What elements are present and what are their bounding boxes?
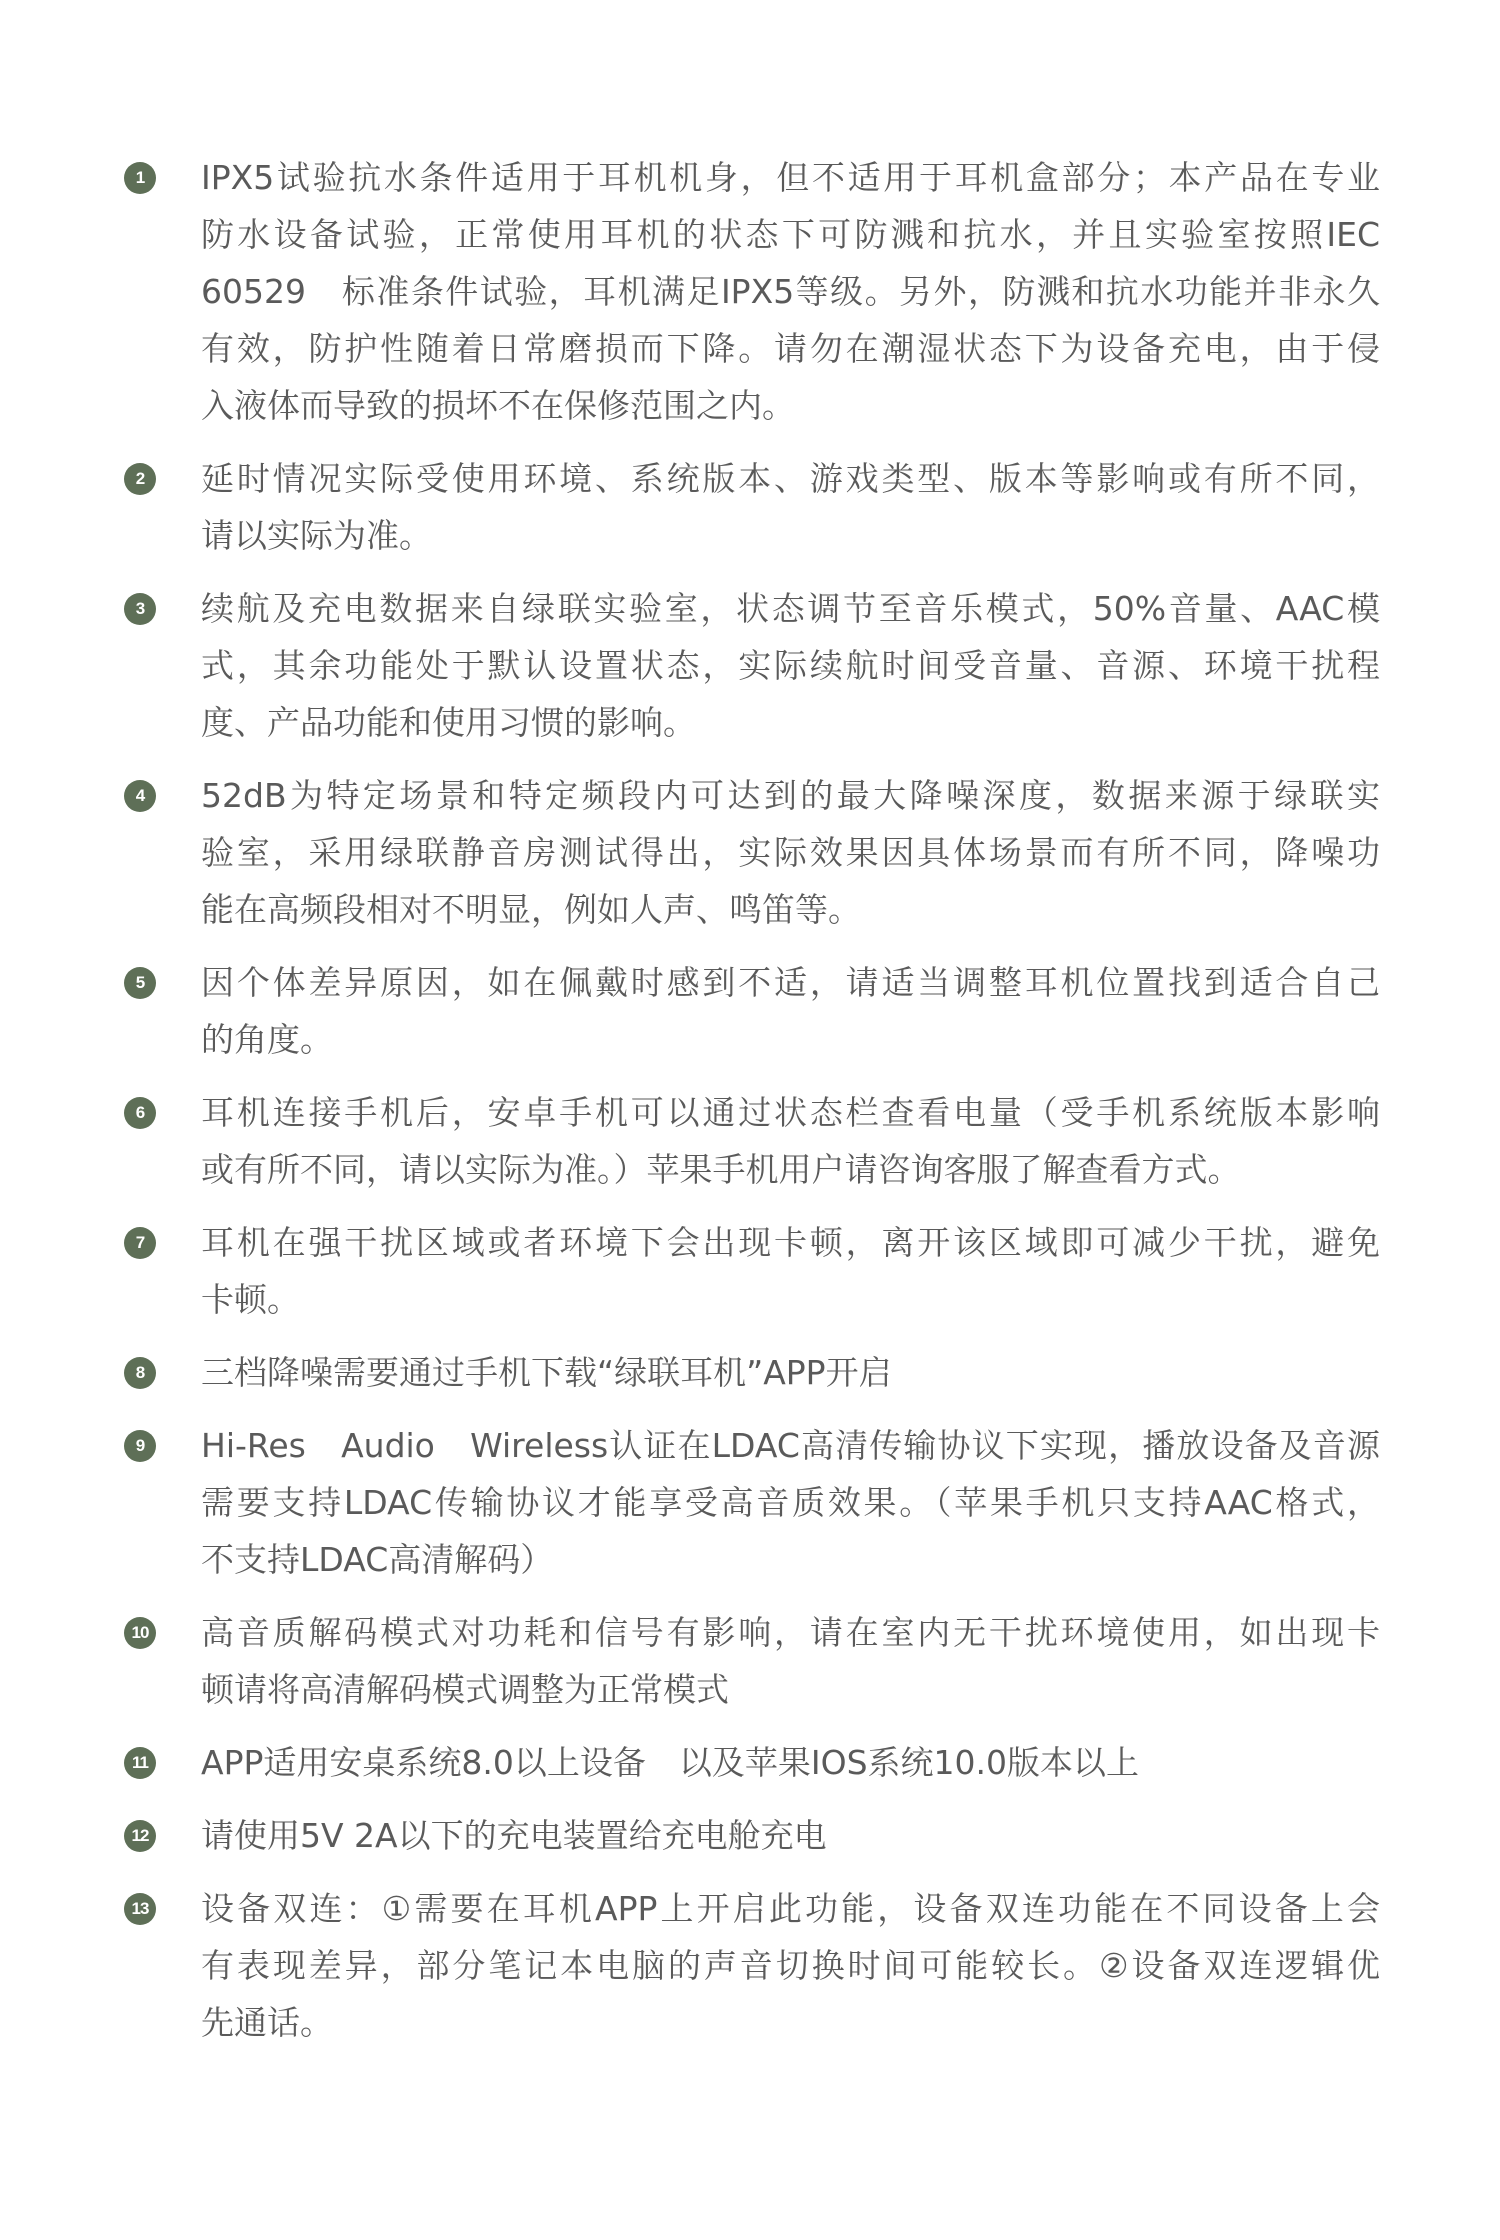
note-line: 不支持LDAC高清解码） (201, 1540, 554, 1579)
note-line: 入液体而导致的损坏不在保修范围之内。 (201, 386, 795, 425)
note-number-badge: 7 (124, 1227, 156, 1259)
note-line: 需要支持LDAC传输协议才能享受高音质效果。（苹果手机只支持AAC格式， (201, 1483, 1380, 1522)
note-line: 高音质解码模式对功耗和信号有影响，请在室内无干扰环境使用，如出现卡 (201, 1613, 1380, 1652)
note-line: IPX5试验抗水条件适用于耳机机身，但不适用于耳机盒部分；本产品在专业 (201, 158, 1380, 197)
note-item (124, 1417, 1380, 1588)
note-line: 先通话。 (201, 2003, 333, 2042)
note-text (201, 1807, 1380, 1864)
note-line: 有效，防护性随着日常磨损而下降。请勿在潮湿状态下为设备充电，由于侵 (201, 329, 1380, 368)
note-line: 因个体差异原因，如在佩戴时感到不适，请适当调整耳机位置找到适合自己 (201, 963, 1380, 1002)
note-number-badge: 4 (124, 780, 156, 812)
note-text (201, 1344, 1380, 1401)
note-text (201, 1880, 1380, 2051)
note-line: 续航及充电数据来自绿联实验室，状态调节至音乐模式，50%音量、AAC模 (201, 589, 1380, 628)
note-line: 式，其余功能处于默认设置状态，实际续航时间受音量、音源、环境干扰程 (201, 646, 1380, 685)
note-line: 耳机在强干扰区域或者环境下会出现卡顿，离开该区域即可减少干扰，避免 (201, 1223, 1380, 1262)
note-number-badge: 11 (124, 1747, 156, 1779)
note-item (124, 149, 1380, 434)
note-number-badge: 8 (124, 1357, 156, 1389)
note-number-badge: 2 (124, 463, 156, 495)
note-line: 验室，采用绿联静音房测试得出，实际效果因具体场景而有所不同，降噪功 (201, 833, 1380, 872)
note-line: 有表现差异，部分笔记本电脑的声音切换时间可能较长。②设备双连逻辑优 (201, 1946, 1380, 1985)
note-text (201, 1604, 1380, 1718)
note-line: 耳机连接手机后，安卓手机可以通过状态栏查看电量（受手机系统版本影响 (201, 1093, 1380, 1132)
note-number-badge: 12 (124, 1820, 156, 1852)
note-text (201, 1214, 1380, 1328)
note-line: 度、产品功能和使用习惯的影响。 (201, 703, 696, 742)
note-item (124, 450, 1380, 564)
note-item (124, 1807, 1380, 1864)
note-text (201, 450, 1380, 564)
note-number-badge: 1 (124, 162, 156, 194)
note-line: 请以实际为准。 (201, 516, 432, 555)
note-item (124, 1084, 1380, 1198)
note-line: 60529 标准条件试验，耳机满足IPX5等级。另外，防溅和抗水功能并非永久 (201, 272, 1380, 311)
note-line: 能在高频段相对不明显，例如人声、鸣笛等。 (201, 890, 861, 929)
note-text (201, 580, 1380, 751)
note-number-badge: 13 (124, 1893, 156, 1925)
note-item (124, 1604, 1380, 1718)
note-line: APP适用安桌系统8.0以上设备 以及苹果IOS系统10.0版本以上 (201, 1743, 1139, 1782)
note-line: 三档降噪需要通过手机下载“绿联耳机”APP开启 (201, 1353, 892, 1392)
note-item (124, 1344, 1380, 1401)
note-line: 顿请将高清解码模式调整为正常模式 (201, 1670, 729, 1709)
notes-list (124, 149, 1380, 2067)
note-line: 或有所不同，请以实际为准。）苹果手机用户请咨询客服了解查看方式。 (201, 1150, 1241, 1189)
note-item (124, 1880, 1380, 2051)
note-number-badge: 9 (124, 1430, 156, 1462)
note-text (201, 767, 1380, 938)
note-number-badge: 6 (124, 1097, 156, 1129)
note-line: 卡顿。 (201, 1280, 300, 1319)
note-item (124, 580, 1380, 751)
note-item (124, 1734, 1380, 1791)
note-text (201, 954, 1380, 1068)
note-item (124, 954, 1380, 1068)
note-line: 延时情况实际受使用环境、系统版本、游戏类型、版本等影响或有所不同， (201, 459, 1380, 498)
note-line: 设备双连：①需要在耳机APP上开启此功能，设备双连功能在不同设备上会 (201, 1889, 1380, 1928)
note-line: 防水设备试验，正常使用耳机的状态下可防溅和抗水，并且实验室按照IEC (201, 215, 1380, 254)
note-item (124, 1214, 1380, 1328)
note-item (124, 767, 1380, 938)
note-line: 52dB为特定场景和特定频段内可达到的最大降噪深度，数据来源于绿联实 (201, 776, 1380, 815)
note-text (201, 149, 1380, 434)
note-number-badge: 10 (124, 1617, 156, 1649)
note-text (201, 1084, 1380, 1198)
note-number-badge: 5 (124, 967, 156, 999)
note-line: Hi-Res Audio Wireless认证在LDAC高清传输协议下实现，播放设备及音源 (201, 1426, 1380, 1465)
note-line: 请使用5V 2A以下的充电装置给充电舱充电 (201, 1816, 827, 1855)
note-number-badge: 3 (124, 593, 156, 625)
note-line: 的角度。 (201, 1020, 333, 1059)
note-text (201, 1417, 1380, 1588)
note-text (201, 1734, 1380, 1791)
